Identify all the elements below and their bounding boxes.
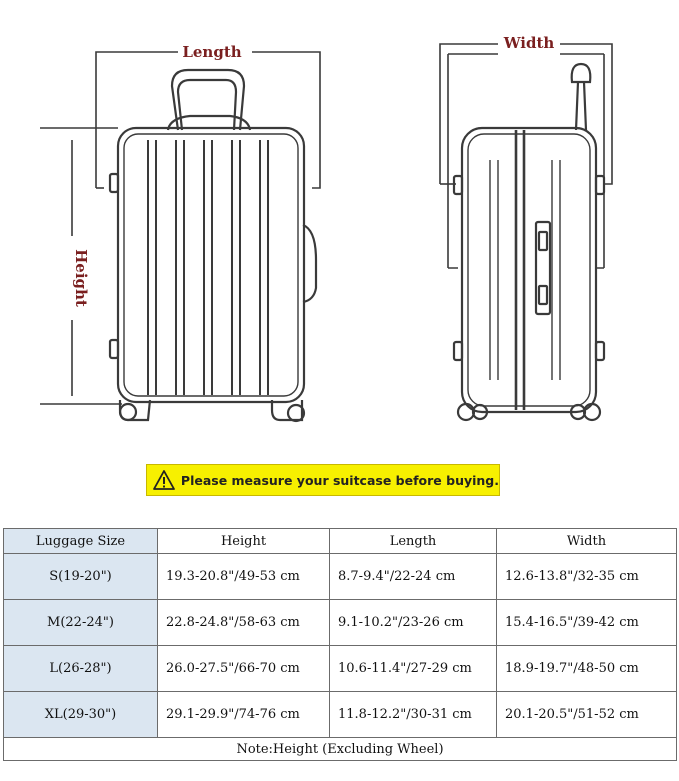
width-cell: 15.4-16.5"/39-42 cm	[497, 600, 677, 646]
table-row	[4, 646, 677, 692]
width-cell: 12.6-13.8"/32-35 cm	[497, 554, 677, 600]
length-dimension	[96, 52, 320, 188]
size-cell: S(19-20")	[4, 554, 158, 600]
header-height: Height	[158, 529, 330, 554]
width-label: Width	[503, 34, 555, 52]
height-label: Height	[72, 249, 90, 307]
table-note-row	[4, 738, 677, 761]
size-chart-table	[3, 528, 677, 761]
table-note: Note:Height (Excluding Wheel)	[4, 738, 677, 761]
suitcase-side-view	[454, 64, 604, 420]
length-label: Length	[182, 43, 242, 61]
suitcase-front-view	[110, 70, 316, 421]
height-cell: 26.0-27.5"/66-70 cm	[158, 646, 330, 692]
measure-notice	[146, 464, 500, 496]
size-cell: XL(29-30")	[4, 692, 158, 738]
size-cell: M(22-24")	[4, 600, 158, 646]
height-cell: 22.8-24.8"/58-63 cm	[158, 600, 330, 646]
height-cell: 29.1-29.9"/74-76 cm	[158, 692, 330, 738]
length-cell: 9.1-10.2"/23-26 cm	[330, 600, 497, 646]
warning-triangle-icon	[147, 464, 181, 496]
width-cell: 20.1-20.5"/51-52 cm	[497, 692, 677, 738]
length-cell: 10.6-11.4"/27-29 cm	[330, 646, 497, 692]
width-dimension	[440, 44, 612, 268]
table-row	[4, 554, 677, 600]
table-header-row	[4, 529, 677, 554]
table-row	[4, 692, 677, 738]
notice-text: Please measure your suitcase before buying.	[180, 472, 499, 488]
header-luggage-size: Luggage Size	[4, 529, 158, 554]
header-width: Width	[497, 529, 677, 554]
size-cell: L(26-28")	[4, 646, 158, 692]
width-cell: 18.9-19.7"/48-50 cm	[497, 646, 677, 692]
header-length: Length	[330, 529, 497, 554]
length-cell: 8.7-9.4"/22-24 cm	[330, 554, 497, 600]
height-cell: 19.3-20.8"/49-53 cm	[158, 554, 330, 600]
length-cell: 11.8-12.2"/30-31 cm	[330, 692, 497, 738]
table-row	[4, 600, 677, 646]
